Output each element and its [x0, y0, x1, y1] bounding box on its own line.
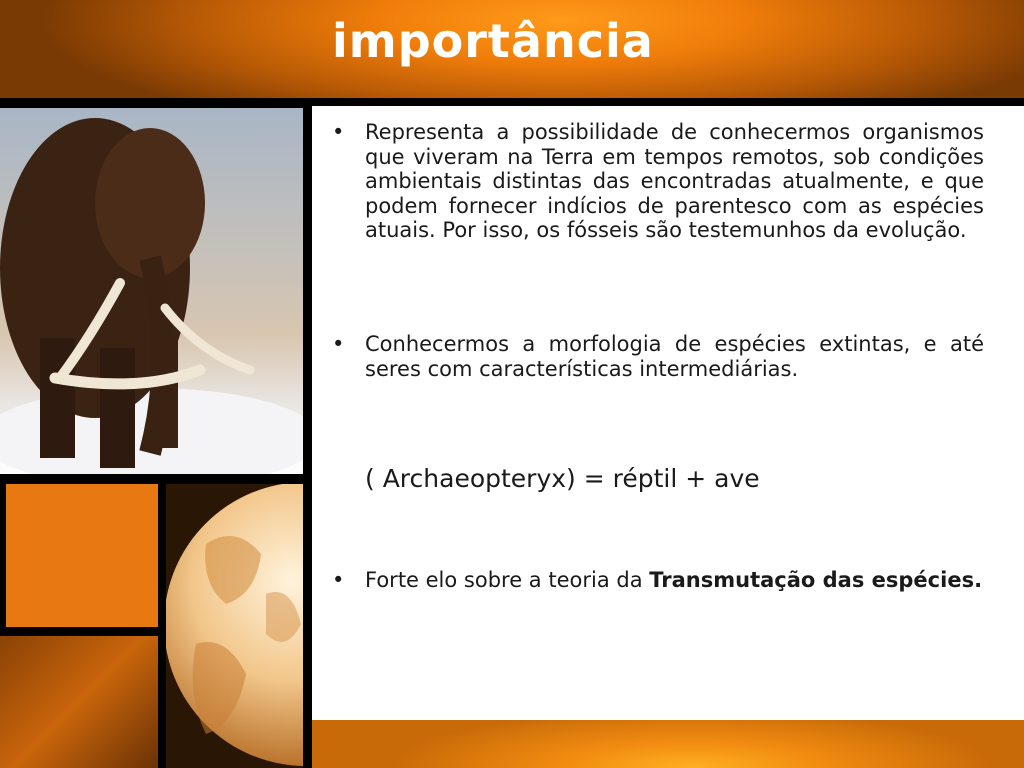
orange-square — [6, 484, 158, 627]
slide-title: importância — [332, 14, 654, 68]
frame-band — [0, 98, 1024, 106]
bullet-item — [332, 332, 984, 381]
slide-header — [0, 0, 1024, 98]
bullet-icon: • — [332, 120, 345, 144]
bullet-text — [365, 568, 984, 593]
bullet-text-bold: Transmutação das espécies. — [649, 568, 983, 592]
content-panel — [312, 106, 1024, 720]
bullet-text-prefix: Forte elo sobre a teoria da — [365, 568, 650, 592]
bullet-item — [332, 120, 984, 243]
globe-image — [166, 484, 303, 768]
bullet-item — [332, 568, 984, 593]
formula-text: ( Archaeopteryx) = réptil + ave — [365, 464, 760, 493]
footer-band — [312, 720, 1024, 768]
bullet-icon: • — [332, 568, 345, 592]
bullet-text: Conhecermos a morfologia de espécies extintas, e até seres com características intermediárias. — [365, 332, 984, 381]
bullet-icon: • — [332, 332, 345, 356]
mammoth-image — [0, 108, 303, 474]
bullet-text: Representa a possibilidade de conhecermos organismos que viveram na Terra em tempos remotos, sob condições ambientais distintas das encontradas atualmente, e que podem fornecer indícios de parentesco com as espécies atuais. Por isso, os fósseis são testemunhos da evolução. — [365, 120, 984, 242]
orange-gradient-square — [0, 636, 158, 768]
